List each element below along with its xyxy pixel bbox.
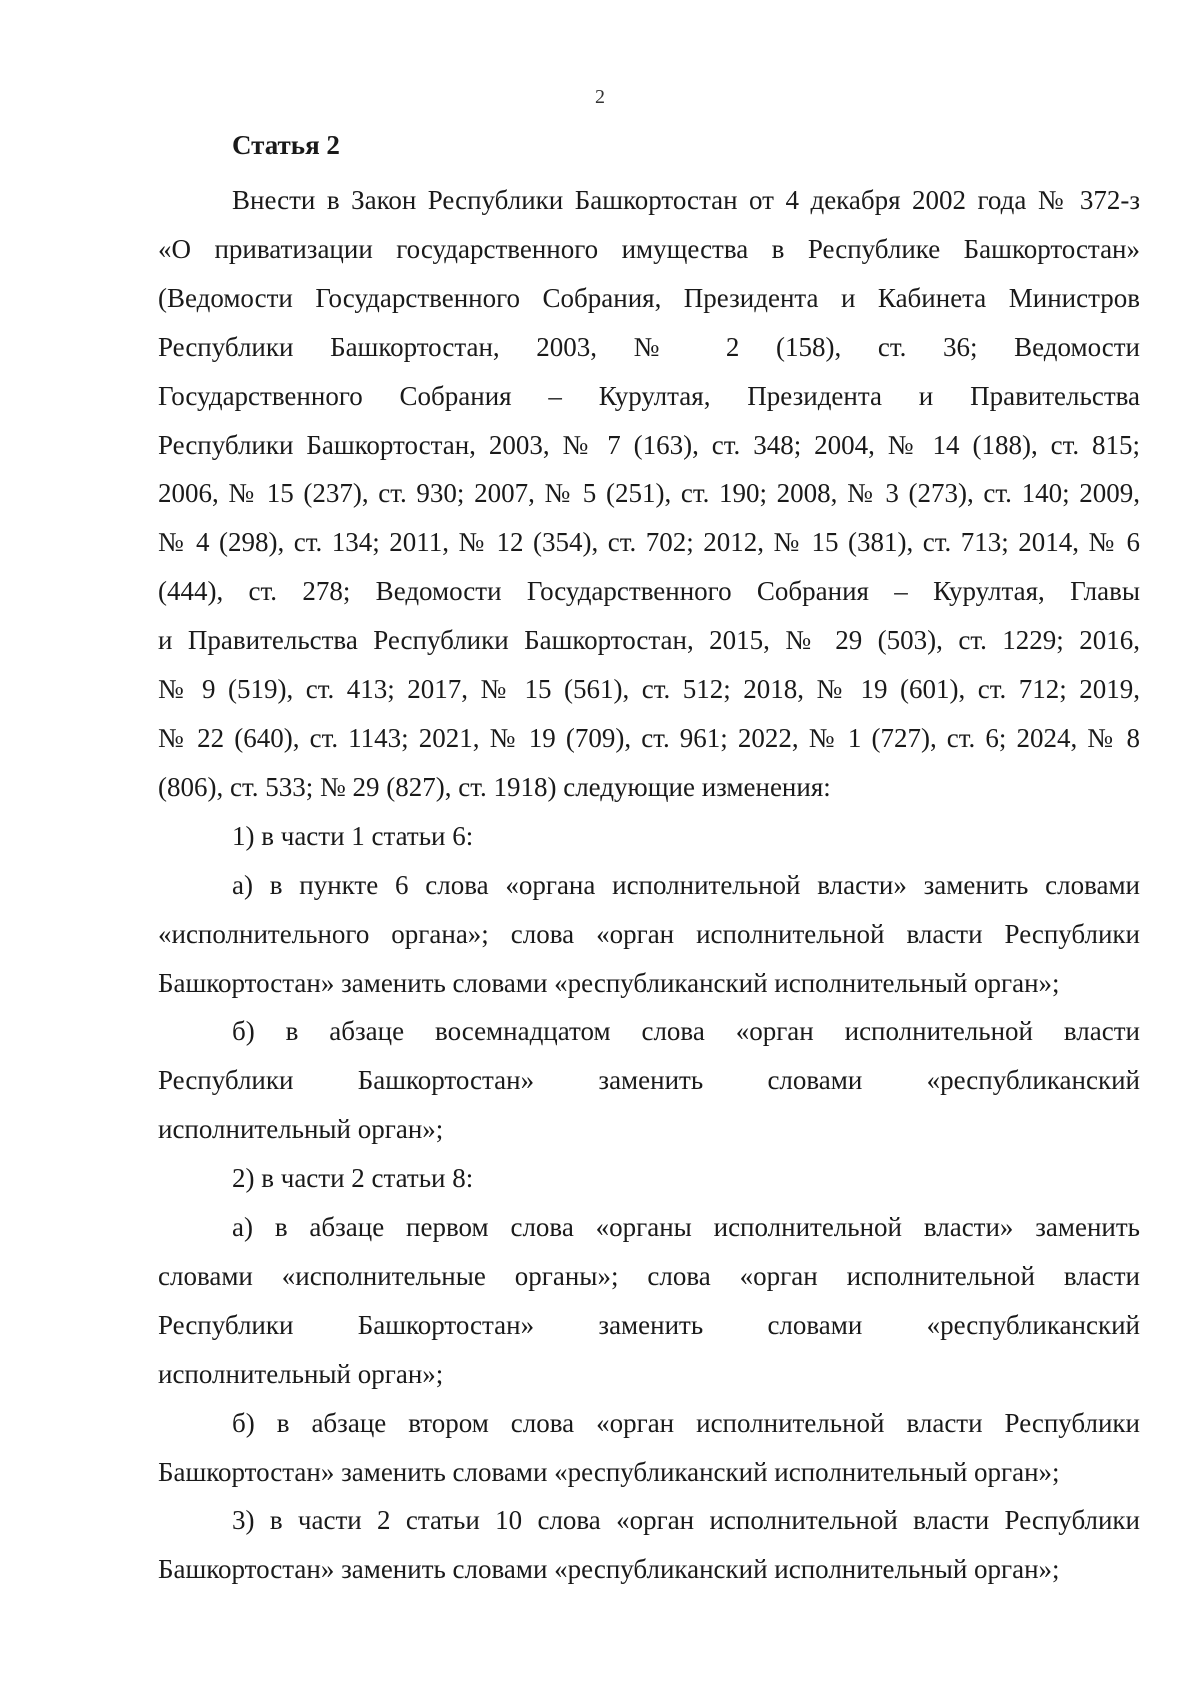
item-2-heading: 2) в части 2 статьи 8: xyxy=(232,1163,474,1194)
text-line: Государственного Собрания – Курултая, Президента и Правительства xyxy=(158,380,1140,411)
text-line: «исполнительного органа»; слова «орган исполнительной власти Республики xyxy=(158,918,1140,949)
text-line: б) в абзаце восемнадцатом слова «орган исполнительной власти xyxy=(232,1016,1140,1047)
item-3 xyxy=(158,1496,1140,1594)
text-line: а) в абзаце первом слова «органы исполнительной власти» заменить xyxy=(232,1212,1140,1243)
text-line: словами «исполнительные органы»; слова «орган исполнительной власти xyxy=(158,1260,1140,1291)
text-line: и Правительства Республики Башкортостан, 2015, № 29 (503), ст. 1229; 2016, xyxy=(158,625,1140,656)
text-line: Республики Башкортостан» заменить словами «республиканский xyxy=(158,1309,1140,1340)
text-line: б) в абзаце втором слова «орган исполнительной власти Республики xyxy=(232,1407,1140,1438)
text-line: № 22 (640), ст. 1143; 2021, № 19 (709), ст. 961; 2022, № 1 (727), ст. 6; 2024, № 8 xyxy=(158,722,1140,753)
subitem-1b xyxy=(158,1007,1140,1154)
text-line: Республики Башкортостан, 2003, № 7 (163), ст. 348; 2004, № 14 (188), ст. 815; xyxy=(158,429,1140,460)
text-line: а) в пункте 6 слова «органа исполнительной власти» заменить словами xyxy=(232,869,1140,900)
text-line: исполнительный орган»; xyxy=(158,1358,444,1389)
text-line: (Ведомости Государственного Собрания, Президента и Кабинета Министров xyxy=(158,282,1140,313)
text-line: Башкортостан» заменить словами «республиканский исполнительный орган»; xyxy=(158,1554,1060,1585)
item-1-heading: 1) в части 1 статьи 6: xyxy=(232,820,474,851)
text-line: «О приватизации государственного имущества в Республике Башкортостан» xyxy=(158,233,1140,264)
subitem-2b xyxy=(158,1399,1140,1497)
page-number: 2 xyxy=(595,86,605,108)
text-line: исполнительный орган»; xyxy=(158,1114,444,1145)
text-line: Республики Башкортостан» заменить словами «республиканский xyxy=(158,1065,1140,1096)
paragraph-amendment-intro xyxy=(158,176,1140,812)
text-line: 2006, № 15 (237), ст. 930; 2007, № 5 (251), ст. 190; 2008, № 3 (273), ст. 140; 2009, xyxy=(158,478,1140,509)
article-body xyxy=(158,176,1140,1594)
text-line: 3) в части 2 статьи 10 слова «орган исполнительной власти Республики xyxy=(232,1505,1140,1536)
text-line: № 4 (298), ст. 134; 2011, № 12 (354), ст. 702; 2012, № 15 (381), ст. 713; 2014, № 6 xyxy=(158,527,1140,558)
text-line: Башкортостан» заменить словами «республиканский исполнительный орган»; xyxy=(158,1456,1060,1487)
text-line: № 9 (519), ст. 413; 2017, № 15 (561), ст. 512; 2018, № 19 (601), ст. 712; 2019, xyxy=(158,674,1140,705)
subitem-1a xyxy=(158,861,1140,1008)
text-line: (806), ст. 533; № 29 (827), ст. 1918) следующие изменения: xyxy=(158,771,831,802)
subitem-2a xyxy=(158,1203,1140,1399)
text-line: (444), ст. 278; Ведомости Государственного Собрания – Курултая, Главы xyxy=(158,576,1140,607)
article-heading: Статья 2 xyxy=(232,130,340,160)
text-line: Внести в Закон Республики Башкортостан от 4 декабря 2002 года № 372-з xyxy=(232,185,1140,215)
text-line: Республики Башкортостан, 2003, № 2 (158), ст. 36; Ведомости xyxy=(158,331,1140,362)
text-line: Башкортостан» заменить словами «республиканский исполнительный орган»; xyxy=(158,967,1060,998)
